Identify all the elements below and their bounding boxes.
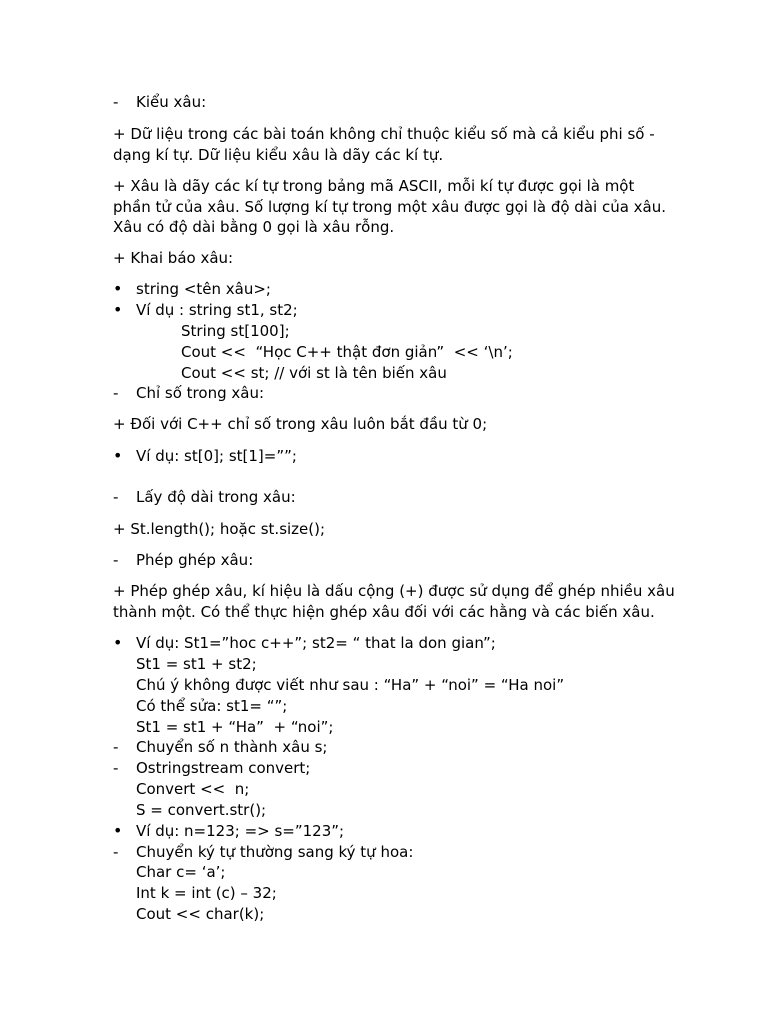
section-heading: Chuyển số n thành xâu s; xyxy=(136,738,328,756)
bullet-marker: • xyxy=(113,446,123,465)
section-heading: Chỉ số trong xâu: xyxy=(136,384,264,402)
section-heading: Kiểu xâu: xyxy=(136,93,207,111)
code-line: St1 = st1 + “Ha” + “noi”; xyxy=(136,718,334,736)
dash-marker: - xyxy=(113,488,119,506)
bullet-marker: • xyxy=(113,279,123,298)
code-line: Chú ý không được viết như sau : “Ha” + “noi” = “Ha noi” xyxy=(136,676,565,694)
paragraph-line: Xâu có độ dài bằng 0 gọi là xâu rỗng. xyxy=(113,218,395,236)
section-heading: Chuyển ký tự thường sang ký tự hoa: xyxy=(136,843,414,861)
list-item: string <tên xâu>; xyxy=(136,280,271,298)
bullet-marker: • xyxy=(113,633,123,652)
list-item: Ví dụ: St1=”hoc c++”; st2= “ that la don gian”; xyxy=(136,634,496,652)
code-line: Có thể sửa: st1= “”; xyxy=(136,697,288,715)
dash-marker: - xyxy=(113,759,119,777)
list-item: Ví dụ: st[0]; st[1]=””; xyxy=(136,447,297,465)
paragraph-line: + Phép ghép xâu, kí hiệu là dấu cộng (+) được sử dụng để ghép nhiều xâu xyxy=(113,582,675,600)
code-line: Ostringstream convert; xyxy=(136,759,311,777)
paragraph-line: + Xâu là dãy các kí tự trong bảng mã ASCII, mỗi kí tự được gọi là một xyxy=(113,177,635,195)
code-line: St1 = st1 + st2; xyxy=(136,655,257,673)
paragraph-line: dạng kí tự. Dữ liệu kiểu xâu là dãy các kí tự. xyxy=(113,146,444,164)
code-line: Cout << st; // với st là tên biến xâu xyxy=(181,364,447,382)
code-line: Char c= ‘a’; xyxy=(136,863,226,881)
dash-marker: - xyxy=(113,384,119,402)
dash-marker: - xyxy=(113,551,119,569)
list-item: Ví dụ: n=123; => s=”123”; xyxy=(136,822,345,840)
code-line: S = convert.str(); xyxy=(136,801,267,819)
list-item: Ví dụ : string st1, st2; xyxy=(136,301,298,319)
paragraph-line: + Đối với C++ chỉ số trong xâu luôn bắt đầu từ 0; xyxy=(113,415,488,433)
paragraph-line: phần tử của xâu. Số lượng kí tự trong một xâu được gọi là độ dài của xâu. xyxy=(113,198,667,216)
section-heading: Phép ghép xâu: xyxy=(136,551,254,569)
dash-marker: - xyxy=(113,843,119,861)
code-line: Cout << “Học C++ thật đơn giản” << ‘\n’; xyxy=(181,343,513,361)
bullet-marker: • xyxy=(113,300,123,319)
paragraph-line: thành một. Có thể thực hiện ghép xâu đối với các hằng và các biến xâu. xyxy=(113,603,655,621)
code-line: Int k = int (c) – 32; xyxy=(136,884,277,902)
code-line: String st[100]; xyxy=(181,322,290,340)
paragraph-line: + St.length(); hoặc st.size(); xyxy=(113,520,326,538)
code-line: Cout << char(k); xyxy=(136,905,265,923)
section-heading: Lấy độ dài trong xâu: xyxy=(136,488,296,506)
paragraph-line: + Khai báo xâu: xyxy=(113,249,234,267)
dash-marker: - xyxy=(113,738,119,756)
bullet-marker: • xyxy=(113,821,123,840)
code-line: Convert << n; xyxy=(136,780,250,798)
paragraph-line: + Dữ liệu trong các bài toán không chỉ thuộc kiểu số mà cả kiểu phi số - xyxy=(113,125,655,143)
dash-marker: - xyxy=(113,93,119,111)
